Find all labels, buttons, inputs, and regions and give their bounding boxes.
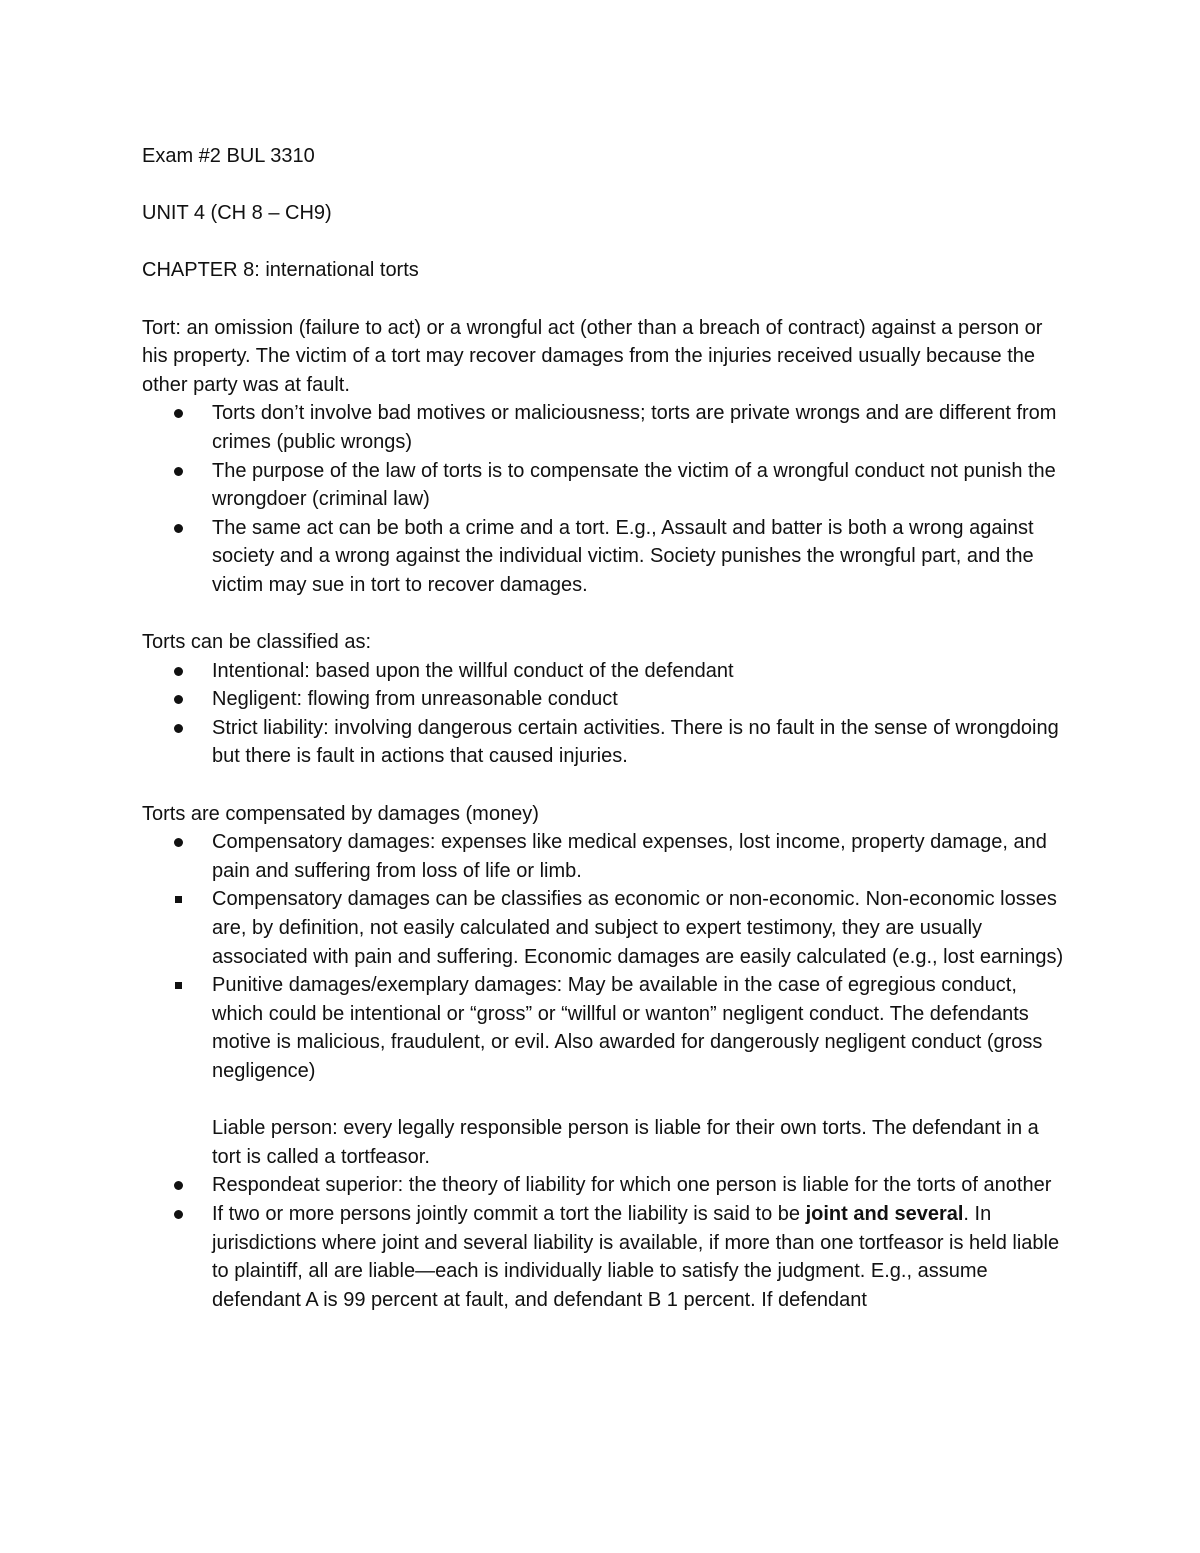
list-item bbox=[142, 657, 1072, 686]
list-item-text: Punitive damages/exemplary damages: May be available in the case of egregious conduct, which could be intentional or “gross” or “willful or wanton” negligent conduct. The defendants motive is malicious, fraudulent, or evil. Also awarded for dangerously negligent conduct (gross negligence) bbox=[212, 974, 1043, 1082]
list-item-text: Compensatory damages can be classifies as economic or non-economic. Non-economic losses are, by definition, not easily calculated and subject to expert testimony, they are usually associated with pain and suffering. Economic damages are easily calculated (e.g., lost earnings) bbox=[212, 888, 1064, 968]
tort-bullet-list bbox=[142, 399, 1072, 599]
liable-person-paragraph: Liable person: every legally responsible person is liable for their own torts. The defendant in a tort is called a tortfeasor. bbox=[212, 1117, 1039, 1168]
joint-text-start: If two or more persons jointly commit a tort the liability is said to be bbox=[212, 1202, 806, 1225]
list-item-text bbox=[212, 1203, 1059, 1311]
list-item bbox=[142, 828, 1072, 885]
square-bullet-icon bbox=[175, 896, 182, 903]
bullet-icon bbox=[174, 467, 183, 476]
damages-intro: Torts are compensated by damages (money) bbox=[142, 802, 539, 825]
list-item bbox=[142, 885, 1072, 971]
unit-heading: UNIT 4 (CH 8 – CH9) bbox=[142, 202, 332, 225]
list-item bbox=[142, 714, 1072, 771]
list-item-text: Torts don’t involve bad motives or maliciousness; torts are private wrongs and are different from crimes (public wrongs) bbox=[212, 402, 1057, 453]
bullet-icon bbox=[174, 524, 183, 533]
list-item bbox=[142, 457, 1072, 514]
list-item bbox=[142, 971, 1072, 1085]
exam-title: Exam #2 BUL 3310 bbox=[142, 145, 315, 167]
square-bullet-icon bbox=[175, 982, 182, 989]
list-item bbox=[142, 1200, 1072, 1314]
chapter-heading: CHAPTER 8: international torts bbox=[142, 259, 419, 282]
bullet-icon bbox=[174, 667, 183, 676]
classification-intro: Torts can be classified as: bbox=[142, 631, 371, 654]
list-item bbox=[142, 685, 1072, 714]
list-item-text: Compensatory damages: expenses like medical expenses, lost income, property damage, and pain and suffering from loss of life or limb. bbox=[212, 831, 1047, 882]
bullet-icon bbox=[174, 409, 183, 418]
tort-definition: Tort: an omission (failure to act) or a wrongful act (other than a breach of contract) against a person or his property. The victim of a tort may recover damages from the injuries received usually because the other party was at fault. bbox=[142, 316, 1043, 396]
list-item-text: Strict liability: involving dangerous certain activities. There is no fault in the sense of wrongdoing but there is fault in actions that caused injuries. bbox=[212, 716, 1059, 768]
joint-text-end: . In jurisdictions where joint and several liability is available, if more than one tortfeasor is held liable to plaintiff, all are liable—each is individually liable to satisfy the judgment. E.g., assume defendant A is 99 percent at fault, and defendant B 1 percent. If defendant bbox=[212, 1202, 1060, 1311]
bullet-icon bbox=[174, 1181, 183, 1190]
liability-bullet-list bbox=[142, 1171, 1072, 1314]
bullet-icon bbox=[174, 695, 183, 704]
joint-and-several-term: joint and several bbox=[805, 1202, 964, 1225]
list-item-text: Intentional: based upon the willful conduct of the defendant bbox=[212, 659, 734, 682]
list-item-text: Negligent: flowing from unreasonable conduct bbox=[212, 688, 618, 711]
bullet-icon bbox=[174, 1210, 183, 1219]
list-item-text: The purpose of the law of torts is to compensate the victim of a wrongful conduct not punish the wrongdoer (criminal law) bbox=[212, 459, 1056, 511]
list-item-text: The same act can be both a crime and a tort. E.g., Assault and batter is both a wrong against society and a wrong against the individual victim. Society punishes the wrongful part, and the victim may sue in tort to recover damages. bbox=[212, 516, 1034, 596]
spacer bbox=[142, 171, 1072, 200]
classification-bullet-list bbox=[142, 657, 1072, 771]
list-item bbox=[142, 514, 1072, 600]
list-item bbox=[142, 399, 1072, 456]
spacer bbox=[142, 228, 1072, 257]
list-item-text: Respondeat superior: the theory of liability for which one person is liable for the torts of another bbox=[212, 1174, 1052, 1197]
spacer bbox=[142, 1086, 1072, 1115]
spacer bbox=[142, 285, 1072, 314]
document-content bbox=[142, 142, 1072, 1314]
list-item bbox=[142, 1171, 1072, 1200]
bullet-icon bbox=[174, 724, 183, 733]
damages-bullet-list bbox=[142, 828, 1072, 1085]
spacer bbox=[142, 771, 1072, 800]
spacer bbox=[142, 600, 1072, 629]
bullet-icon bbox=[174, 838, 183, 847]
